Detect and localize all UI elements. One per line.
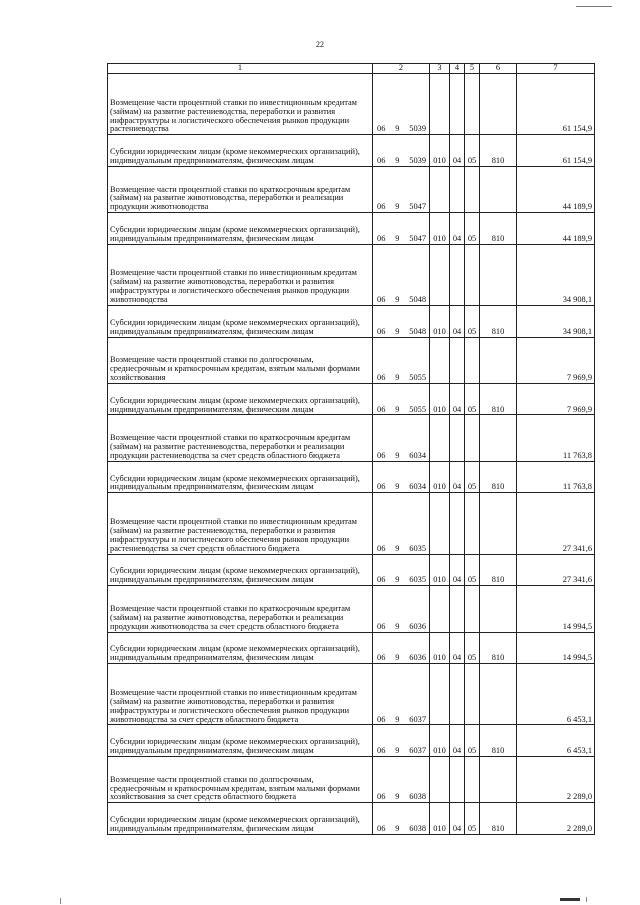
code-direction: 6036 [409,653,426,663]
code-subprogram: 9 [395,653,400,663]
target-code-parts [373,157,429,166]
row-section: 04 [450,632,465,664]
code-subprogram: 9 [395,621,400,631]
row-expense-type [480,74,517,135]
table-row [108,337,595,383]
row-section [450,244,465,305]
row-subsection [465,166,480,212]
target-code-parts [373,747,429,756]
table-row [108,306,595,338]
row-expense-type [480,756,517,802]
scan-mark-bottom-left [60,898,61,904]
code-program: 06 [377,404,386,414]
table-row [108,803,595,835]
table-row [108,725,595,757]
table-row [108,135,595,167]
target-code-parts [373,296,429,305]
target-code-parts [373,483,429,492]
budget-table [107,63,595,835]
row-name: Субсидии юридическим лицам (кроме некоммерческих организаций), индивидуальным предпринимателям, физическим лицам [108,306,373,338]
row-expense-type: 810 [480,306,517,338]
row-target-code [373,415,430,461]
row-amount: 11 763,8 [517,415,595,461]
row-amount: 6 453,1 [517,725,595,757]
table-row [108,554,595,586]
row-subsection: 05 [465,213,480,245]
row-expense-type: 810 [480,632,517,664]
row-grbs: 010 [430,803,450,835]
row-section: 04 [450,461,465,493]
code-direction: 5055 [409,404,426,414]
row-grbs [430,244,450,305]
row-section: 04 [450,306,465,338]
code-subprogram: 9 [395,404,400,414]
row-target-code [373,244,430,305]
row-expense-type [480,586,517,632]
row-expense-type [480,244,517,305]
row-name: Возмещение части процентной ставки по краткосрочным кредитам (займам) на развитие животноводства, переработки и реализации продукции животноводства за счет средств областного бюджета [108,586,373,632]
row-amount: 61 154,9 [517,74,595,135]
code-direction: 6037 [409,714,426,724]
row-expense-type: 810 [480,135,517,167]
target-code-parts [373,654,429,663]
row-grbs: 010 [430,306,450,338]
row-name: Субсидии юридическим лицам (кроме некоммерческих организаций), индивидуальным предпринимателям, физическим лицам [108,135,373,167]
code-program: 06 [377,621,386,631]
row-grbs: 010 [430,554,450,586]
table-row [108,383,595,415]
row-amount: 7 969,9 [517,337,595,383]
code-program: 06 [377,653,386,663]
code-subprogram: 9 [395,202,400,212]
target-code-parts [373,328,429,337]
row-expense-type: 810 [480,554,517,586]
target-code-parts [373,374,429,383]
row-grbs [430,664,450,725]
code-program: 06 [377,450,386,460]
row-amount: 11 763,8 [517,461,595,493]
row-section: 04 [450,554,465,586]
table-row [108,74,595,135]
code-direction: 6038 [409,792,426,802]
row-amount: 2 289,0 [517,756,595,802]
table-row [108,166,595,212]
code-program: 06 [377,543,386,553]
row-expense-type: 810 [480,725,517,757]
row-name: Возмещение части процентной ставки по инвестиционным кредитам (займам) на развитие животноводства, переработки и развития инфраструктуры и логистического обеспечения рынков продукции животноводства за счет средств областного бюджета [108,664,373,725]
code-subprogram: 9 [395,450,400,460]
row-name: Субсидии юридическим лицам (кроме некоммерческих организаций), индивидуальным предпринимателям, физическим лицам [108,383,373,415]
row-section [450,74,465,135]
row-amount: 6 453,1 [517,664,595,725]
code-program: 06 [377,202,386,212]
code-direction: 5039 [409,124,426,134]
code-program: 06 [377,792,386,802]
row-section [450,493,465,554]
target-code-parts [373,623,429,632]
scan-tick-bottom [586,897,587,902]
target-code-parts [373,825,429,834]
row-subsection: 05 [465,461,480,493]
target-code-parts [373,793,429,802]
code-program: 06 [377,824,386,834]
row-name: Субсидии юридическим лицам (кроме некоммерческих организаций), индивидуальным предпринимателям, физическим лицам [108,632,373,664]
code-direction: 6036 [409,621,426,631]
row-name: Субсидии юридическим лицам (кроме некоммерческих организаций), индивидуальным предпринимателям, физическим лицам [108,803,373,835]
header-row [108,64,595,74]
code-subprogram: 9 [395,326,400,336]
code-direction: 6038 [409,824,426,834]
row-name: Возмещение части процентной ставки по инвестиционным кредитам (займам) на развитие растениеводства, переработки и развития инфраструктуры и логистического обеспечения рынков продукции растениеводства [108,74,373,135]
row-subsection [465,756,480,802]
code-subprogram: 9 [395,543,400,553]
code-program: 06 [377,326,386,336]
code-program: 06 [377,155,386,165]
row-subsection: 05 [465,803,480,835]
code-program: 06 [377,233,386,243]
row-grbs: 010 [430,725,450,757]
scan-mark-top [576,6,612,7]
code-subprogram: 9 [395,824,400,834]
code-program: 06 [377,124,386,134]
row-expense-type [480,166,517,212]
scan-mark-bottom-right [560,898,580,901]
code-subprogram: 9 [395,124,400,134]
header-section: 4 [450,64,465,74]
row-target-code [373,803,430,835]
code-direction: 5048 [409,295,426,305]
row-name: Субсидии юридическим лицам (кроме некоммерческих организаций), индивидуальным предпринимателям, физическим лицам [108,213,373,245]
row-subsection: 05 [465,383,480,415]
code-program: 06 [377,373,386,383]
row-target-code [373,213,430,245]
row-target-code [373,383,430,415]
header-name: 1 [108,64,373,74]
row-amount: 44 189,9 [517,166,595,212]
table-row [108,461,595,493]
row-section: 04 [450,383,465,415]
code-direction: 6035 [409,575,426,585]
target-code-parts [373,716,429,725]
row-subsection [465,415,480,461]
row-target-code [373,74,430,135]
row-expense-type [480,415,517,461]
code-direction: 5047 [409,233,426,243]
code-direction: 5048 [409,326,426,336]
row-section [450,586,465,632]
row-target-code [373,756,430,802]
row-target-code [373,461,430,493]
row-target-code [373,135,430,167]
table-row [108,213,595,245]
row-section [450,337,465,383]
row-section: 04 [450,803,465,835]
row-subsection: 05 [465,554,480,586]
row-subsection [465,337,480,383]
row-name: Возмещение части процентной ставки по долгосрочным, среднесрочным и краткосрочным кредитам, взятым малыми формами хозяйствования за счет средств областного бюджета [108,756,373,802]
code-subprogram: 9 [395,792,400,802]
row-amount: 14 994,5 [517,632,595,664]
row-name: Субсидии юридическим лицам (кроме некоммерческих организаций), индивидуальным предпринимателям, физическим лицам [108,725,373,757]
code-subprogram: 9 [395,746,400,756]
code-direction: 6034 [409,450,426,460]
row-amount: 61 154,9 [517,135,595,167]
row-expense-type [480,493,517,554]
row-expense-type: 810 [480,461,517,493]
code-program: 06 [377,295,386,305]
code-program: 06 [377,482,386,492]
row-amount: 27 341,6 [517,554,595,586]
code-direction: 5047 [409,202,426,212]
row-section [450,415,465,461]
code-program: 06 [377,575,386,585]
target-code-parts [373,576,429,585]
row-grbs: 010 [430,135,450,167]
table-row [108,244,595,305]
code-direction: 6037 [409,746,426,756]
code-subprogram: 9 [395,373,400,383]
target-code-parts [373,203,429,212]
row-name: Возмещение части процентной ставки по инвестиционным кредитам (займам) на развитие растениеводства, переработки и развития инфраструктуры и логистического обеспечения рынков продукции растениеводства за счет средств областного бюджета [108,493,373,554]
row-target-code [373,725,430,757]
header-amount: 7 [517,64,595,74]
row-grbs: 010 [430,632,450,664]
row-section: 04 [450,135,465,167]
code-direction: 5055 [409,373,426,383]
row-grbs [430,337,450,383]
target-code-parts [373,406,429,415]
row-section [450,664,465,725]
target-code-parts [373,452,429,461]
table-row [108,586,595,632]
row-name: Возмещение части процентной ставки по инвестиционным кредитам (займам) на развитие животноводства, переработки и развития инфраструктуры и логистического обеспечения рынков продукции животноводства [108,244,373,305]
row-amount: 14 994,5 [517,586,595,632]
table-row [108,415,595,461]
table-row [108,493,595,554]
row-name: Субсидии юридическим лицам (кроме некоммерческих организаций), индивидуальным предпринимателям, физическим лицам [108,554,373,586]
row-section: 04 [450,725,465,757]
code-program: 06 [377,746,386,756]
row-amount: 27 341,6 [517,493,595,554]
target-code-parts [373,235,429,244]
row-expense-type [480,337,517,383]
row-amount: 44 189,9 [517,213,595,245]
row-target-code [373,306,430,338]
row-section [450,166,465,212]
row-expense-type: 810 [480,803,517,835]
row-grbs: 010 [430,383,450,415]
row-grbs [430,166,450,212]
row-subsection [465,664,480,725]
row-target-code [373,586,430,632]
row-subsection [465,586,480,632]
row-name: Субсидии юридическим лицам (кроме некоммерческих организаций), индивидуальным предпринимателям, физическим лицам [108,461,373,493]
row-target-code [373,493,430,554]
code-direction: 5039 [409,155,426,165]
target-code-parts [373,545,429,554]
row-amount: 7 969,9 [517,383,595,415]
header-expense-type: 6 [480,64,517,74]
row-target-code [373,166,430,212]
row-subsection [465,74,480,135]
row-target-code [373,337,430,383]
table-body [108,74,595,835]
row-amount: 34 908,1 [517,306,595,338]
row-grbs [430,586,450,632]
row-name: Возмещение части процентной ставки по краткосрочным кредитам (займам) на развитие растениеводства, переработки и реализации продукции растениеводства за счет средств областного бюджета [108,415,373,461]
code-subprogram: 9 [395,233,400,243]
table-row [108,632,595,664]
code-subprogram: 9 [395,295,400,305]
row-grbs [430,756,450,802]
row-grbs: 010 [430,461,450,493]
row-amount: 2 289,0 [517,803,595,835]
row-target-code [373,632,430,664]
code-program: 06 [377,714,386,724]
code-subprogram: 9 [395,714,400,724]
row-grbs [430,493,450,554]
row-grbs [430,415,450,461]
code-subprogram: 9 [395,575,400,585]
row-subsection: 05 [465,725,480,757]
header-grbs: 3 [430,64,450,74]
row-grbs: 010 [430,213,450,245]
row-expense-type: 810 [480,383,517,415]
row-subsection [465,493,480,554]
row-subsection: 05 [465,135,480,167]
code-direction: 6035 [409,543,426,553]
row-target-code [373,664,430,725]
code-subprogram: 9 [395,155,400,165]
header-subsection: 5 [465,64,480,74]
code-direction: 6034 [409,482,426,492]
target-code-parts [373,125,429,134]
row-subsection: 05 [465,306,480,338]
row-name: Возмещение части процентной ставки по краткосрочным кредитам (займам) на развитие животноводства, переработки и реализации продукции животноводства [108,166,373,212]
row-grbs [430,74,450,135]
table-row [108,664,595,725]
row-section: 04 [450,213,465,245]
row-expense-type [480,664,517,725]
row-expense-type: 810 [480,213,517,245]
row-target-code [373,554,430,586]
row-subsection [465,244,480,305]
row-subsection: 05 [465,632,480,664]
row-amount: 34 908,1 [517,244,595,305]
table-row [108,756,595,802]
row-section [450,756,465,802]
page-number: 22 [316,40,324,49]
code-subprogram: 9 [395,482,400,492]
row-name: Возмещение части процентной ставки по долгосрочным, среднесрочным и краткосрочным кредитам, взятым малыми формами хозяйствования [108,337,373,383]
header-target-code: 2 [373,64,430,74]
